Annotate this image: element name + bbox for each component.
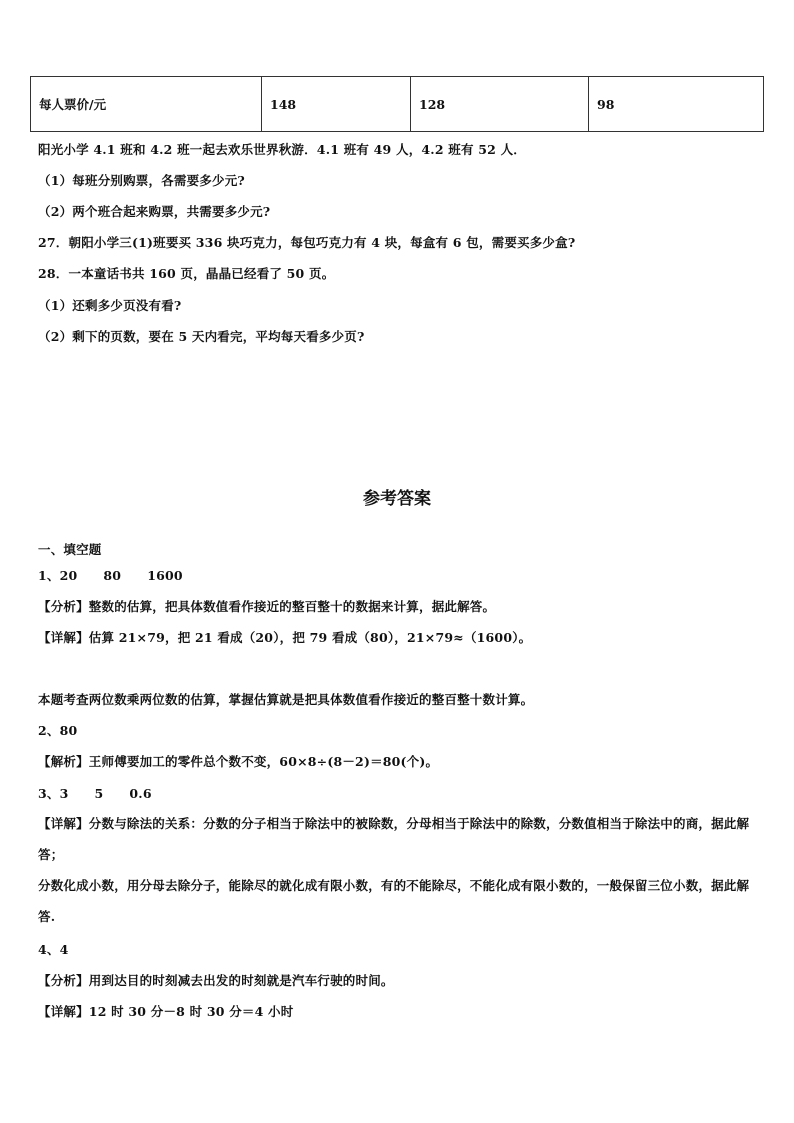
table-cell-value: 98 <box>589 77 764 132</box>
answer-4-detail: 【详解】12 时 30 分－8 时 30 分＝4 小时 <box>38 1004 294 1019</box>
answer-3-detail: 【详解】分数与除法的关系：分数的分子相当于除法中的被除数，分母相当于除法中的除数，分数值相当于除法中的商，据此解答； <box>38 816 750 862</box>
answer-2-analysis: 【解析】王师傅要加工的零件总个数不变，60×8÷(8－2)＝80(个)。 <box>38 754 439 769</box>
table-cell-label: 每人票价/元 <box>31 77 262 132</box>
answer-2-number: 2、80 <box>38 723 78 738</box>
answer-3-number: 3、3 <box>38 786 69 801</box>
answer-1-value-3: 1600 <box>147 568 183 583</box>
question-26-part-1: （1）每班分别购票，各需要多少元? <box>38 173 245 188</box>
answer-1-number: 1、20 <box>38 568 78 583</box>
answer-1-note: 本题考查两位数乘两位数的估算，掌握估算就是把具体数值看作接近的整百整十数计算。 <box>38 692 534 707</box>
question-26-text: 阳光小学 4.1 班和 4.2 班一起去欢乐世界秋游．4.1 班有 49 人，4.2 班有 52 人． <box>38 142 526 157</box>
question-28-part-2: （2）剩下的页数，要在 5 天内看完，平均每天看多少页? <box>38 329 365 344</box>
ticket-price-table <box>30 76 764 132</box>
table-row <box>31 77 764 132</box>
section-heading: 一、填空题 <box>38 542 102 557</box>
table-cell-value: 148 <box>262 77 411 132</box>
question-27: 27．朝阳小学三(1)班要买 336 块巧克力，每包巧克力有 4 块，每盒有 6 包，需要买多少盒? <box>38 235 576 250</box>
answer-4-analysis: 【分析】用到达目的时刻减去出发的时刻就是汽车行驶的时间。 <box>38 973 394 988</box>
question-28-part-1: （1）还剩多少页没有看? <box>38 298 182 313</box>
answer-3-detail-2: 分数化成小数，用分母去除分子，能除尽的就化成有限小数，有的不能除尽，不能化成有限小数的，一般保留三位小数，据此解答. <box>38 878 750 924</box>
answer-1-detail: 【详解】估算 21×79，把 21 看成（20），把 79 看成（80），21×79≈（1600）。 <box>38 630 532 645</box>
answer-key-title: 参考答案 <box>363 489 431 509</box>
answer-1-analysis: 【分析】整数的估算，把具体数值看作接近的整百整十的数据来计算，据此解答。 <box>38 599 496 614</box>
answer-3-value-3: 0.6 <box>129 786 152 801</box>
answer-3-value-2: 5 <box>94 786 104 801</box>
answer-1 <box>38 566 183 584</box>
table-cell-value: 128 <box>411 77 589 132</box>
answer-1-value-2: 80 <box>103 568 122 583</box>
question-26-part-2: （2）两个班合起来购票，共需要多少元? <box>38 204 271 219</box>
question-28: 28．一本童话书共 160 页，晶晶已经看了 50 页。 <box>38 266 335 281</box>
answer-3 <box>38 784 152 802</box>
answer-4-number: 4、4 <box>38 942 69 957</box>
